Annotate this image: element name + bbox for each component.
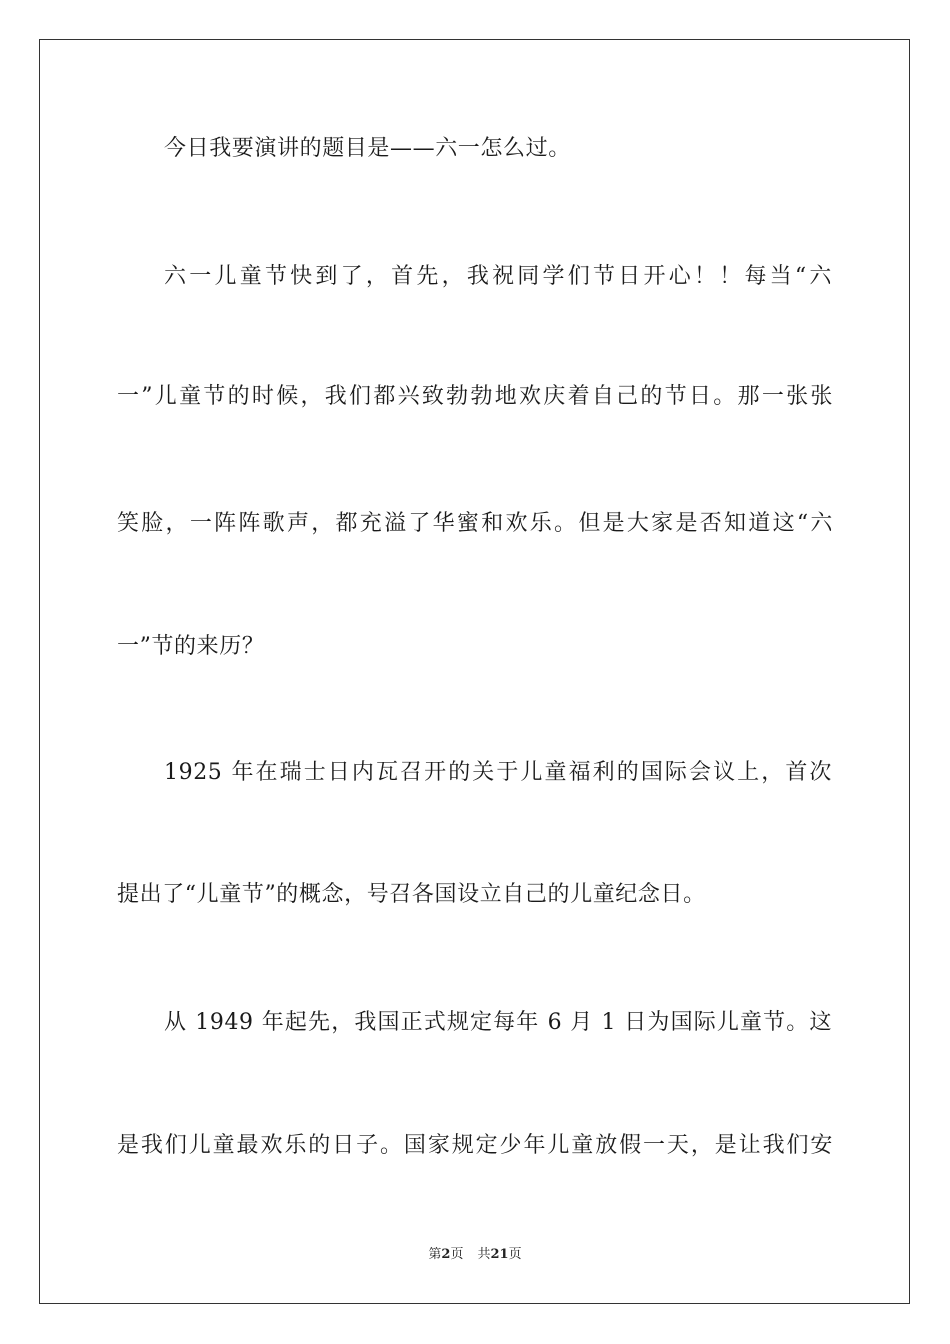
text-line-6: 1925 年在瑞士日内瓦召开的关于儿童福利的国际会议上，首次: [164, 760, 832, 785]
page-suffix: 页: [450, 1247, 464, 1262]
text-line-1: 今日我要演讲的题目是——六一怎么过。: [164, 136, 571, 161]
text-line-5: 一”节的来历？: [117, 634, 265, 659]
page-footer: [0, 1246, 950, 1264]
text-line-7: 提出了“儿童节”的概念，号召各国设立自己的儿童纪念日。: [117, 882, 706, 907]
page-total: 21: [490, 1247, 509, 1262]
page-border: [39, 39, 910, 1304]
text-line-3: 一”儿童节的时候，我们都兴致勃勃地欢庆着自己的节日。那一张张: [117, 384, 833, 409]
text-line-2: 六一儿童节快到了，首先，我祝同学们节日开心！！每当“六: [164, 264, 832, 289]
page-current: 2: [441, 1247, 451, 1262]
total-prefix: 共: [477, 1247, 491, 1262]
total-suffix: 页: [508, 1247, 522, 1262]
page-prefix: 第: [428, 1247, 442, 1262]
text-line-9: 是我们儿童最欢乐的日子。国家规定少年儿童放假一天，是让我们安: [117, 1133, 833, 1158]
text-line-4: 笑脸，一阵阵歌声，都充溢了华蜜和欢乐。但是大家是否知道这“六: [117, 511, 833, 536]
text-line-8: 从 1949 年起先，我国正式规定每年 6 月 1 日为国际儿童节。这: [164, 1010, 832, 1035]
